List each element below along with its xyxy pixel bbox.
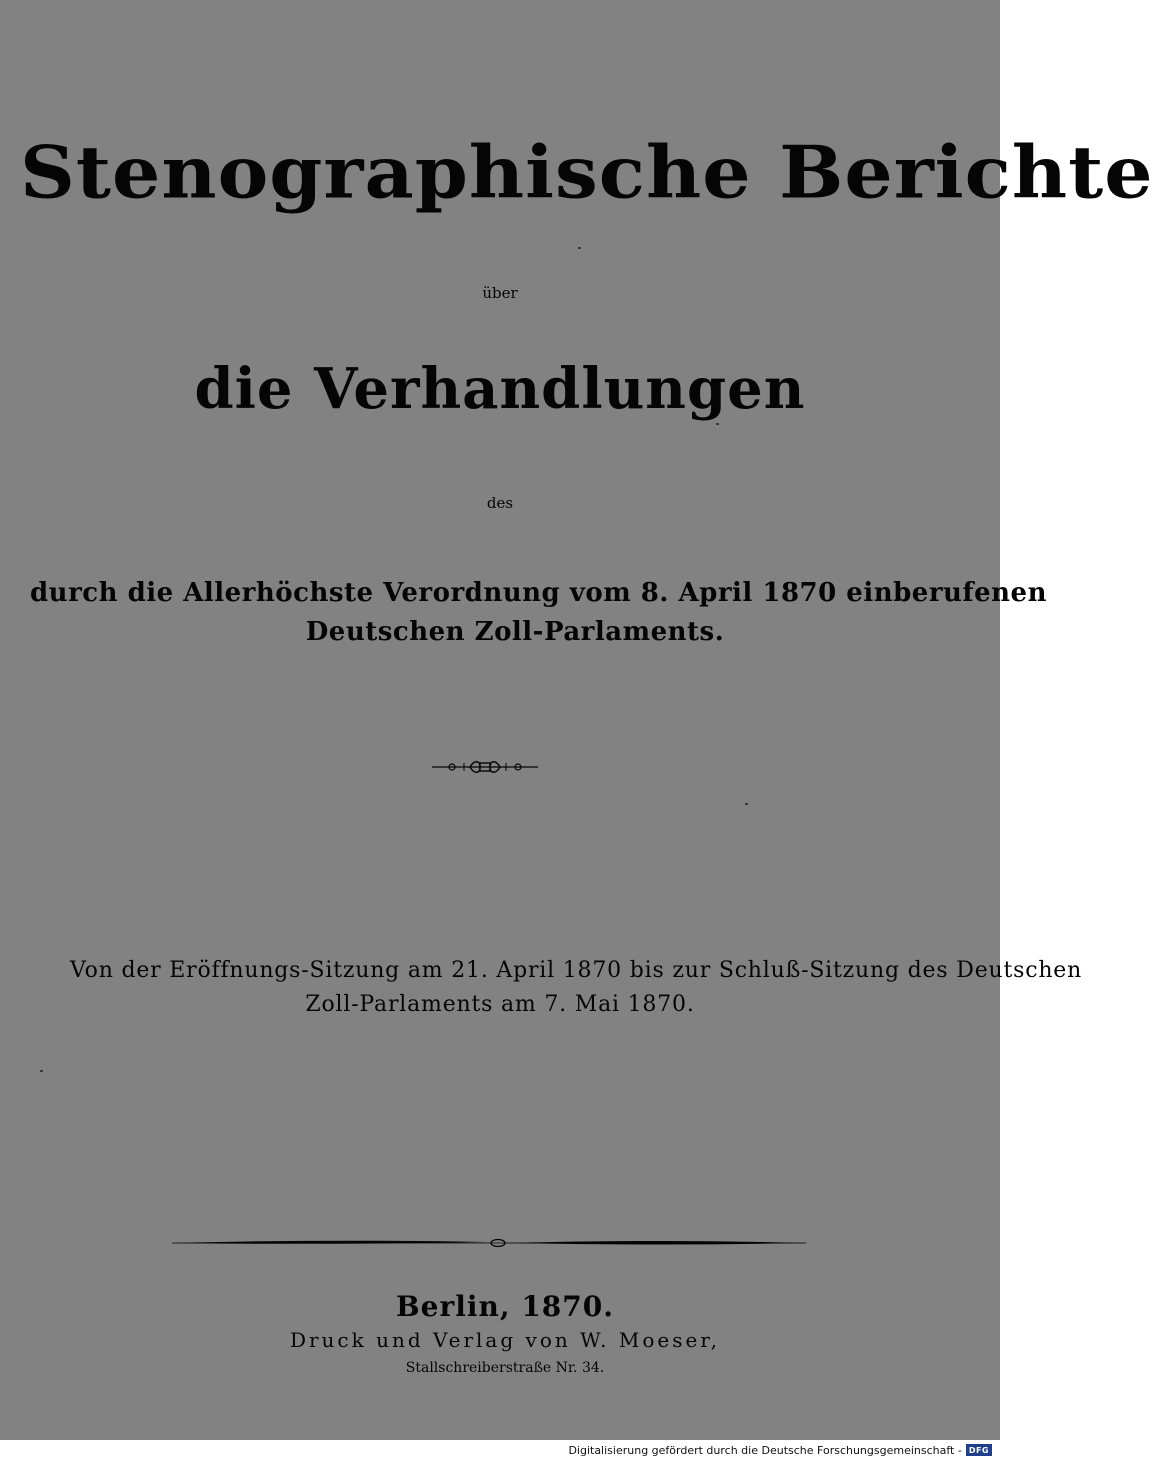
- body-line-1: durch die Allerhöchste Verordnung vom 8. April 1870 einberufenen: [30, 578, 1047, 608]
- imprint-printer: Druck und Verlag von W. Moeser,: [289, 1328, 721, 1352]
- imprint-address: Stallschreiberstraße Nr. 34.: [405, 1360, 605, 1376]
- article-text: des: [486, 494, 514, 512]
- imprint-city-year: Berlin, 1870.: [395, 1290, 615, 1323]
- document-title: Stenographische Berichte: [20, 130, 1154, 215]
- scan-speck: [745, 803, 748, 805]
- scan-speck: [716, 423, 719, 425]
- scan-speck: [40, 1070, 43, 1072]
- credit-text: Digitalisierung gefördert durch die Deutsche Forschungsgemeinschaft -: [568, 1443, 962, 1457]
- document-subtitle: die Verhandlungen: [194, 356, 806, 422]
- range-line-2: Zoll-Parlaments am 7. Mai 1870.: [305, 992, 695, 1017]
- range-line-1: Von der Eröffnungs-Sitzung am 21. April 1870 bis zur Schluß-Sitzung des Deutschen: [70, 958, 1083, 983]
- ornament-divider-icon: [430, 758, 540, 776]
- scan-speck: [578, 247, 581, 249]
- preposition-text: über: [482, 284, 518, 302]
- swelled-rule-icon: [170, 1236, 810, 1250]
- body-line-2: Deutschen Zoll-Parlaments.: [305, 617, 725, 647]
- dfg-logo-icon: DFG: [966, 1444, 992, 1456]
- digitization-credit: [568, 1441, 992, 1459]
